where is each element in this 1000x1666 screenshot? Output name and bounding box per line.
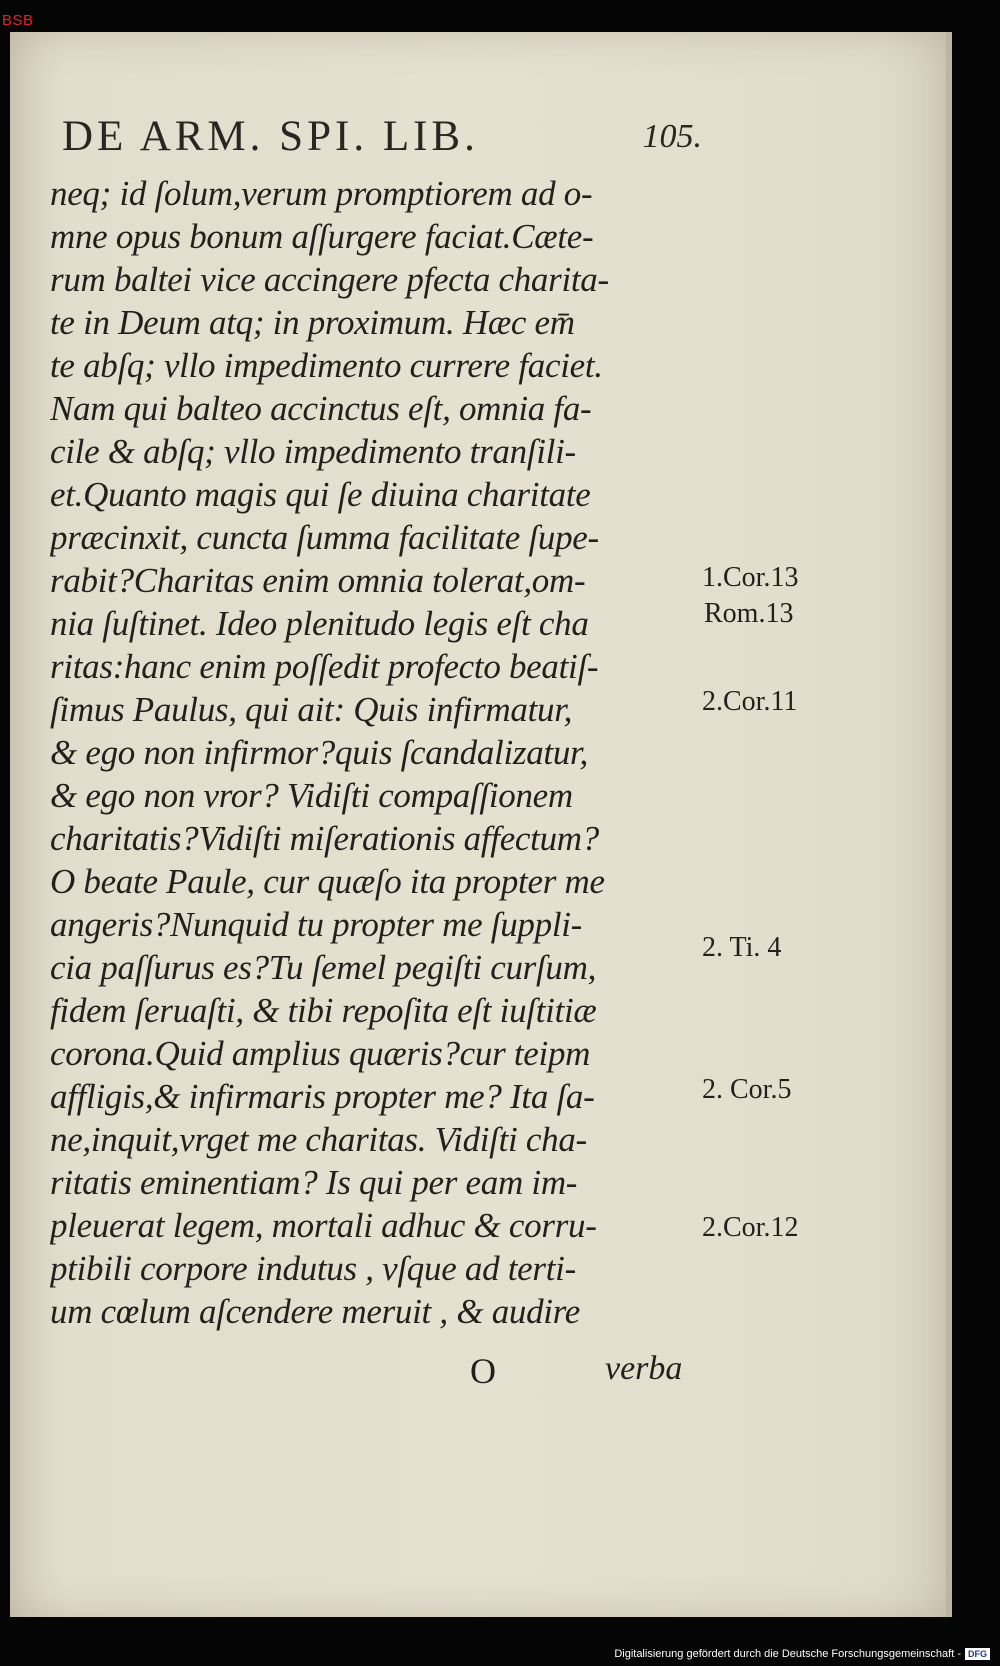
text-line: nia ſuſtinet. Ideo plenitudo legis eſt cha: [50, 604, 589, 643]
running-head: [62, 112, 702, 164]
text-line: neq; id ſolum,verum promptiorem ad o-: [50, 174, 593, 213]
text-line: fidem ſeruaſti, & tibi repoſita eſt iuſtitiæ: [50, 991, 597, 1030]
text-line: ritatis eminentiam? Is qui per eam im-: [50, 1163, 578, 1202]
catchword: verba: [605, 1350, 683, 1387]
text-line: ritas:hanc enim poſſedit profecto beatiſ-: [50, 647, 599, 686]
marginal-note: 1.Cor.13: [702, 562, 799, 593]
main-text: [50, 172, 698, 1333]
text-line: & ego non infirmor?quis ſcandalizatur,: [50, 733, 588, 772]
page-number: 105.: [642, 118, 702, 155]
text-line: ſimus Paulus, qui ait: Quis infirmatur,: [50, 690, 573, 729]
text-line: pleuerat legem, mortali adhuc & corru-: [50, 1206, 597, 1245]
digitization-credit: [614, 1648, 990, 1660]
text-line: um cœlum aſcendere meruit , & audire: [50, 1292, 580, 1331]
text-line: et.Quanto magis qui ſe diuina charitate: [50, 475, 591, 514]
signature-mark: O: [470, 1351, 496, 1391]
text-line: præcinxit, cuncta ſumma facilitate ſupe-: [50, 518, 599, 557]
running-head-title: DE ARM. SPI. LIB.: [62, 113, 479, 160]
text-line: affligis,& infirmaris propter me? Ita ſa-: [50, 1077, 595, 1116]
credit-text: Digitalisierung gefördert durch die Deutsche Forschungsgemeinschaft -: [614, 1648, 961, 1660]
text-line: charitatis?Vidiſti miſerationis affectum?: [50, 819, 599, 858]
marginal-note: 2.Cor.12: [702, 1212, 799, 1243]
library-mark: BSB: [2, 12, 34, 29]
text-line: angeris?Nunquid tu propter me ſuppli-: [50, 905, 583, 944]
text-line: corona.Quid amplius quæris?cur teipm: [50, 1034, 591, 1073]
dfg-logo: DFG: [965, 1648, 990, 1660]
text-line: & ego non vror? Vidiſti compaſſionem: [50, 776, 573, 815]
text-line: cile & abſq; vllo impedimento tranſili-: [50, 432, 576, 471]
page-edge: [946, 32, 952, 1617]
book-page: [10, 32, 952, 1617]
marginal-note: 2.Cor.11: [702, 686, 798, 717]
text-line: mne opus bonum aſſurgere faciat.Cæte-: [50, 217, 594, 256]
text-line: te in Deum atq; in proximum. Hæc em̄: [50, 303, 575, 342]
text-line: te abſq; vllo impedimento currere faciet.: [50, 346, 603, 385]
marginal-note: 2. Ti. 4: [702, 932, 782, 963]
marginal-note: Rom.13: [704, 598, 794, 629]
text-line: Nam qui balteo accinctus eſt, omnia fa-: [50, 389, 592, 428]
text-line: rum baltei vice accingere pfecta charita-: [50, 260, 609, 299]
text-line: O beate Paule, cur quæſo ita propter me: [50, 862, 605, 901]
text-line: rabit?Charitas enim omnia tolerat,om-: [50, 561, 586, 600]
text-line: ptibili corpore indutus , vſque ad terti-: [50, 1249, 576, 1288]
marginal-note: 2. Cor.5: [702, 1074, 792, 1105]
text-line: cia paſſurus es?Tu ſemel pegiſti curſum,: [50, 948, 597, 987]
text-line: ne,inquit,vrget me charitas. Vidiſti cha-: [50, 1120, 587, 1159]
catchword-row: [50, 1350, 698, 1394]
